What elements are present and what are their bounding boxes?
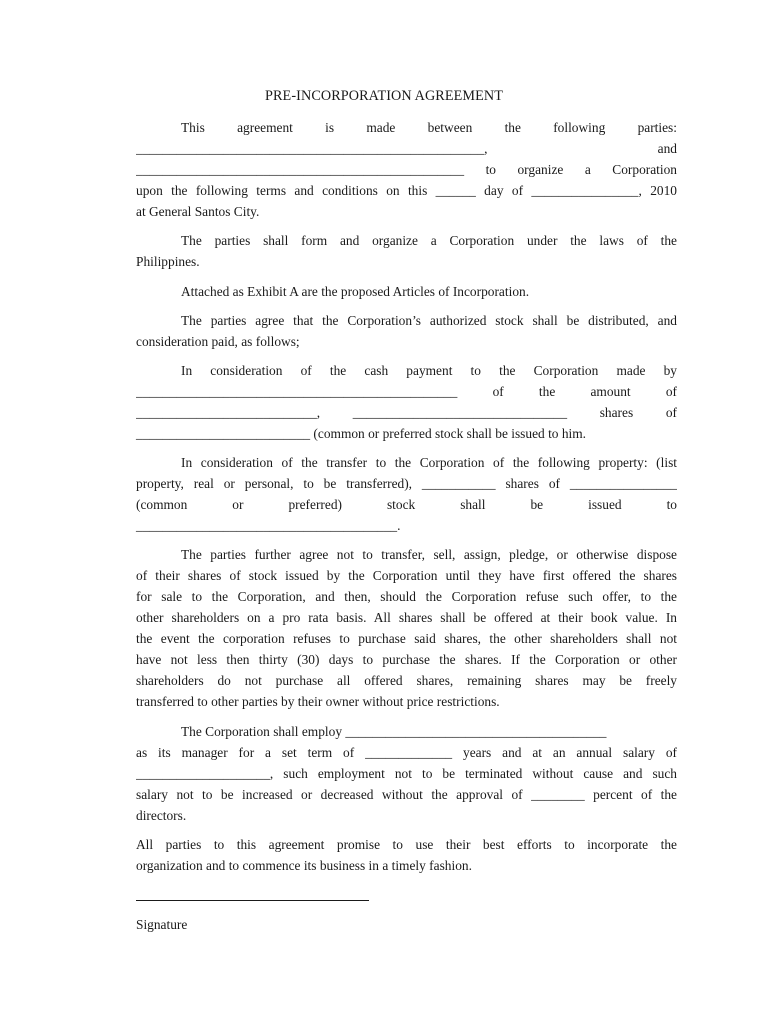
restrictions-line-7: shareholders do not purchase all offered shares, remaining shares may be freely [136, 674, 677, 688]
signature-label: Signature [136, 917, 188, 932]
exhibit-line: Attached as Exhibit A are the proposed Articles of Incorporation. [181, 284, 530, 299]
property-line-3: (common or preferred) stock shall be issued to [136, 498, 677, 512]
restrictions-line-4: other shareholders on a pro rata basis. All shares shall be offered at their book value. In [136, 611, 677, 625]
employment-line-1: The Corporation shall employ _______________________________________ [181, 724, 607, 739]
employment-line-4: salary not to be increased or decreased without the approval of ________ percent of the [136, 788, 677, 802]
restrictions-line-2: of their shares of stock issued by the Corporation until they have first offered the shares [136, 569, 677, 583]
restrictions-line-6: have not less then thirty (30) days to purchase the shares. If the Corporation or other [136, 653, 677, 667]
property-line-4: _______________________________________. [136, 518, 401, 533]
efforts-line-1: All parties to this agreement promise to use their best efforts to incorporate the [136, 838, 677, 852]
cash-line-3: ___________________________, ________________________________ shares of [136, 406, 677, 420]
cash-line-1: In consideration of the cash payment to the Corporation made by [181, 364, 677, 378]
parties-line-2: ____________________________________________________, and [136, 142, 677, 156]
employment-line-2: as its manager for a set term of _____________ years and at an annual salary of [136, 746, 677, 760]
parties-line-1: This agreement is made between the following parties: [181, 121, 677, 135]
efforts-line-2: organization and to commence its business in a timely fashion. [136, 858, 472, 873]
parties-line-4: upon the following terms and conditions on this ______ day of ________________, 2010 [136, 184, 677, 198]
cash-line-4: __________________________ (common or preferred stock shall be issued to him. [136, 426, 587, 441]
document-title: PRE-INCORPORATION AGREEMENT [265, 88, 503, 104]
stock-line-2: consideration paid, as follows; [136, 334, 300, 349]
restrictions-line-5: the event the corporation refuses to purchase said shares, the other shareholders shall not [136, 632, 677, 646]
stock-line-1: The parties agree that the Corporation’s authorized stock shall be distributed, and [181, 314, 677, 328]
employment-line-5: directors. [136, 808, 187, 823]
restrictions-line-8: transferred to other parties by their owner without price restrictions. [136, 694, 500, 709]
parties-line-3: _________________________________________________ to organize a Corporation [136, 163, 677, 177]
restrictions-line-1: The parties further agree not to transfer, sell, assign, pledge, or otherwise dispose [181, 548, 677, 562]
property-line-2: property, real or personal, to be transferred), ___________ shares of ________________ [136, 477, 677, 491]
property-line-1: In consideration of the transfer to the Corporation of the following property: (list [181, 456, 677, 470]
employment-line-3: ____________________, such employment not to be terminated without cause and such [136, 767, 677, 781]
formation-line-2: Philippines. [136, 254, 200, 269]
restrictions-line-3: for sale to the Corporation, and then, should the Corporation refuse such offer, to the [136, 590, 677, 604]
signature-line [136, 900, 369, 901]
cash-line-2: ________________________________________________ of the amount of [136, 385, 677, 399]
formation-line-1: The parties shall form and organize a Corporation under the laws of the [181, 234, 677, 248]
parties-line-5: at General Santos City. [136, 204, 260, 219]
